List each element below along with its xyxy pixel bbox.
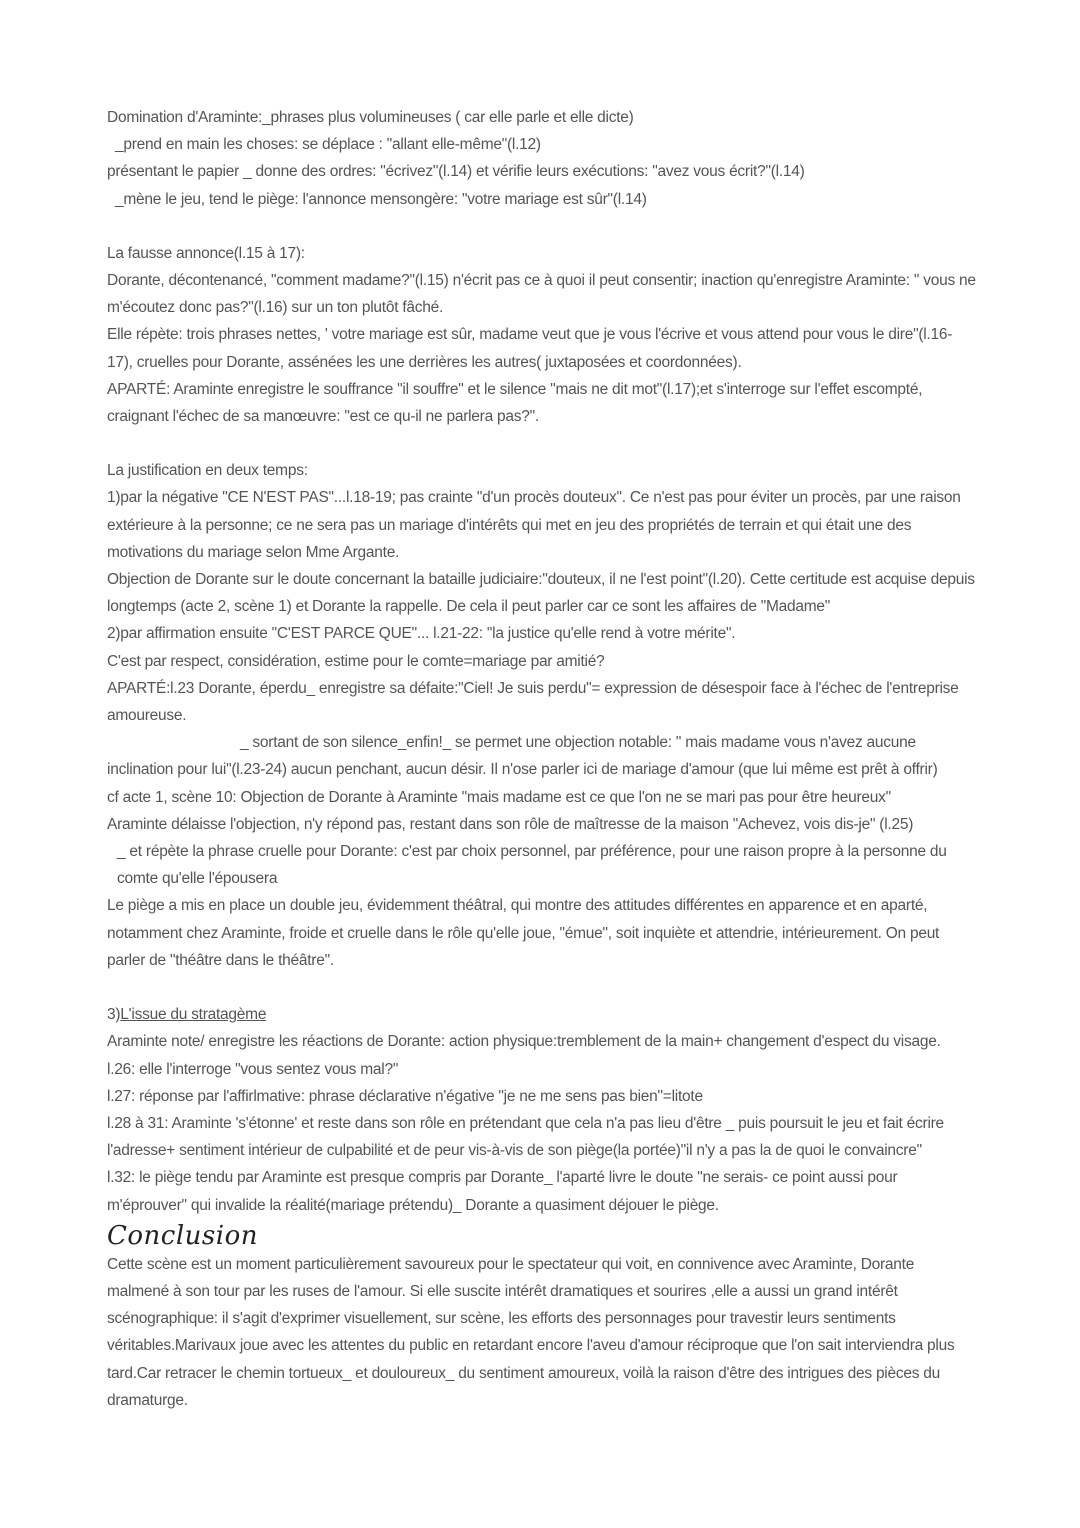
paragraph: Elle répète: trois phrases nettes, ' votre mariage est sûr, madame veut que je vous l'écrive et vous attend pour vous le dire"(l.16-17), cruelles pour Dorante, assénées les une derrières les autres( juxtaposées et coordonnées). — [107, 326, 953, 371]
paragraph: Le piège a mis en place un double jeu, évidemment théâtral, qui montre des attitudes différentes en apparence et en aparté, notamment chez Araminte, froide et cruelle dans le rôle qu'elle joue, "émue", soit inquiète et attendrie, intérieurement. On peut parler de "théâtre dans le théâtre". — [107, 897, 940, 969]
conclusion-section — [107, 1221, 977, 1414]
fausse-annonce-section — [107, 240, 977, 430]
justification-section — [107, 457, 977, 974]
section-number: 3) — [107, 1006, 121, 1024]
document-page — [107, 104, 977, 1414]
conclusion-paragraph: Cette scène est un moment particulièrement savoureux pour le spectateur qui voit, en connivence avec Araminte, Dorante malmené à son tour par les ruses de l'amour. Si elle suscite intérêt dramatiques et sourires ,elle a aussi un grand intérêt scénographique: il s'agit d'exprimer visuellement, sur scène, les efforts des personnages pour travestir leurs sentiments véritables.Marivaux joue avec les attentes du public en retardant encore l'aveu d'amour réciproque que l'on sait interviendra plus tard.Car retracer le chemin tortueux_ et douloureux_ du sentiment amoureux, voilà la raison d'être des intrigues des pièces du dramaturge. — [107, 1255, 955, 1409]
section-title — [107, 1001, 977, 1028]
conclusion-heading: Conclusion — [107, 1220, 258, 1251]
text-line: Domination d'Araminte:_phrases plus volumineuses ( car elle parle et elle dicte) — [107, 109, 634, 126]
paragraph: l.27: réponse par l'affirlmative: phrase déclarative n'égative "je ne me sens pas bien"=litote — [107, 1087, 703, 1105]
paragraph: Objection de Dorante sur le doute concernant la bataille judiciaire:"douteux, il ne l'est point"(l.20). Cette certitude est acquise depuis longtemps (acte 2, scène 1) et Dorante la rappelle. De cela il peut parler car ce sont les affaires de "Madame" — [107, 571, 975, 616]
paragraph: l.32: le piège tendu par Araminte est presque compris par Dorante_ l'aparté livre le doute "ne serais- ce point aussi pour m'éprouver" qui invalide la réalité(mariage prétendu)_ Dorante a quasiment déjouer le piège. — [107, 1169, 898, 1214]
issue-section — [107, 1001, 977, 1219]
section-title-text: L'issue du stratagème — [120, 1006, 267, 1024]
paragraph: _ et répète la phrase cruelle pour Dorante: c'est par choix personnel, par préférence, pour une raison propre à la personne du comte qu'elle l'épousera — [117, 843, 947, 888]
paragraph: Araminte délaisse l'objection, n'y répond pas, restant dans son rôle de maîtresse de la maison "Achevez, vois dis-je" (l.25) — [107, 815, 914, 833]
paragraph: Araminte note/ enregistre les réactions de Dorante: action physique:tremblement de la main+ changement d'espect du visage. — [107, 1033, 941, 1051]
paragraph: C'est par respect, considération, estime pour le comte=mariage par amitié? — [107, 652, 605, 670]
section-title: La justification en deux temps: — [107, 462, 308, 480]
paragraph: Dorante, décontenancé, "comment madame?"(l.15) n'écrit pas ce à quoi il peut consentir; inaction qu'enregistre Araminte: " vous ne m'écoutez donc pas?"(l.16) sur un ton plutôt fâché. — [107, 272, 976, 317]
paragraph: l.28 à 31: Araminte 's'étonne' et reste dans son rôle en prétendant que cela n'a pas lieu d'être _ puis poursuit le jeu et fait écrire l'adresse+ sentiment intérieur de culpabilité et de peur vis-à-vis de son piège(la portée)"il n'y a pas la de quoi le convaincre" — [107, 1114, 944, 1160]
text-line: _prend en main les choses: se déplace : "allant elle-même"(l.12) — [115, 136, 541, 154]
paragraph: 1)par la négative "CE N'EST PAS"...l.18-19; pas crainte "d'un procès douteux". Ce n'est pas pour éviter un procès, par une raison extérieure à la personne; ce ne sera pas un mariage d'intérêts qui met en jeu des propriétés de terrain et qui était une des motivations du mariage selon Mme Argante. — [107, 489, 961, 561]
paragraph: APARTÉ: Araminte enregistre le souffrance "il souffre" et le silence "mais ne dit mot"(l.17);et s'interroge sur l'effet escompté, craignant l'échec de sa manœuvre: "est ce qu-il ne parlera pas?". — [107, 380, 923, 426]
paragraph: 2)par affirmation ensuite "C'EST PARCE QUE"... l.21-22: "la justice qu'elle rend à votre mérite". — [107, 625, 736, 643]
text-line: _ sortant de son silence_enfin!_ se permet une objection notable: " mais madame vous n'avez aucune — [240, 734, 916, 752]
text-line: _mène le jeu, tend le piège: l'annonce mensongère: "votre mariage est sûr"(l.14) — [115, 190, 647, 208]
text-line: inclination pour lui"(l.23-24) aucun penchant, aucun désir. Il n'ose parler ici de mariage d'amour (que lui même est prêt à offrir) — [107, 761, 938, 779]
paragraph: cf acte 1, scène 10: Objection de Dorante à Araminte "mais madame est ce que l'on ne se mari pas pour être heureux" — [107, 788, 891, 806]
paragraph: APARTÉ:l.23 Dorante, éperdu_ enregistre sa défaite:"Ciel! Je suis perdu"= expression de désespoir face à l'échec de l'entreprise amoureuse. — [107, 679, 959, 725]
paragraph: l.26: elle l'interroge "vous sentez vous mal?" — [107, 1060, 399, 1078]
domination-section — [107, 104, 977, 213]
text-line: présentant le papier _ donne des ordres: "écrivez"(l.14) et vérifie leurs exécutions: "avez vous écrit?"(l.14) — [107, 163, 805, 181]
section-title: La fausse annonce(l.15 à 17): — [107, 244, 305, 262]
